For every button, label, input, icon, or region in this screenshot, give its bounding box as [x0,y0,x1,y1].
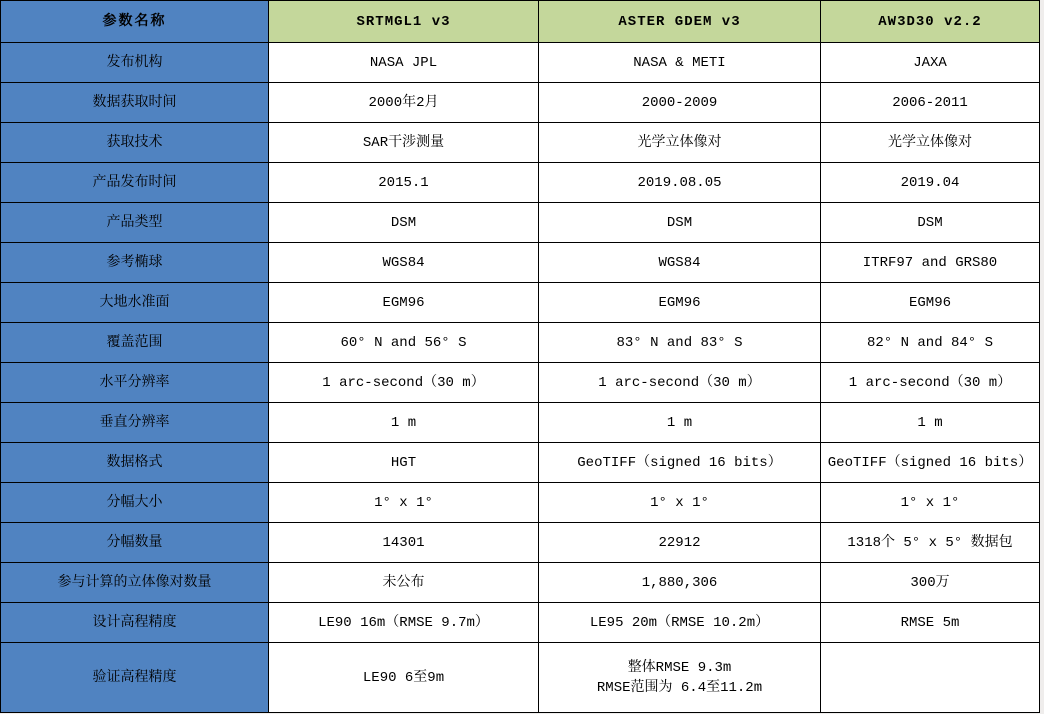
row-label: 覆盖范围 [1,323,269,363]
data-cell: 2006-2011 [821,83,1040,123]
header-col-srtmgl1: SRTMGL1 v3 [269,1,539,43]
data-cell: 整体RMSE 9.3m RMSE范围为 6.4至11.2m [539,643,821,713]
data-cell: 1 m [539,403,821,443]
table-row [1,163,1040,203]
data-cell: JAXA [821,43,1040,83]
table-row [1,603,1040,643]
data-cell: 2000年2月 [269,83,539,123]
data-cell: 82° N and 84° S [821,323,1040,363]
table-row [1,363,1040,403]
data-cell: 未公布 [269,563,539,603]
data-cell: NASA JPL [269,43,539,83]
row-label: 验证高程精度 [1,643,269,713]
data-cell: NASA & METI [539,43,821,83]
data-cell: 22912 [539,523,821,563]
data-cell: LE90 16m（RMSE 9.7m） [269,603,539,643]
row-label: 垂直分辨率 [1,403,269,443]
data-cell: WGS84 [539,243,821,283]
table-row [1,443,1040,483]
data-cell [821,643,1040,713]
table-row [1,43,1040,83]
table-row [1,403,1040,443]
data-cell: DSM [821,203,1040,243]
data-cell: 2019.04 [821,163,1040,203]
table-row [1,323,1040,363]
data-cell: 300万 [821,563,1040,603]
data-cell: SAR干涉测量 [269,123,539,163]
data-cell: DSM [539,203,821,243]
data-cell: 1° x 1° [539,483,821,523]
row-label: 数据获取时间 [1,83,269,123]
row-label: 水平分辨率 [1,363,269,403]
header-row [1,1,1040,43]
data-cell: 光学立体像对 [539,123,821,163]
row-label: 获取技术 [1,123,269,163]
data-cell: 2015.1 [269,163,539,203]
data-cell: WGS84 [269,243,539,283]
data-cell: 60° N and 56° S [269,323,539,363]
data-cell: 1318个 5° x 5° 数据包 [821,523,1040,563]
table-row [1,243,1040,283]
table-body [1,43,1040,713]
data-cell: 1 arc-second（30 m） [269,363,539,403]
row-label: 分幅大小 [1,483,269,523]
table-header [1,1,1040,43]
row-label: 参考椭球 [1,243,269,283]
data-cell: LE90 6至9m [269,643,539,713]
data-cell: 1 arc-second（30 m） [539,363,821,403]
data-cell: 1° x 1° [269,483,539,523]
table-row [1,563,1040,603]
row-label: 分幅数量 [1,523,269,563]
data-cell: 2000-2009 [539,83,821,123]
data-cell: ITRF97 and GRS80 [821,243,1040,283]
table-row [1,83,1040,123]
data-cell: EGM96 [539,283,821,323]
data-cell: 14301 [269,523,539,563]
data-cell: 1° x 1° [821,483,1040,523]
table-row [1,483,1040,523]
table-row [1,523,1040,563]
data-cell: 2019.08.05 [539,163,821,203]
data-cell: 83° N and 83° S [539,323,821,363]
row-label: 参与计算的立体像对数量 [1,563,269,603]
data-cell: GeoTIFF（signed 16 bits） [539,443,821,483]
data-cell: GeoTIFF（signed 16 bits） [821,443,1040,483]
data-cell: 1 m [269,403,539,443]
data-cell: EGM96 [821,283,1040,323]
row-label: 产品类型 [1,203,269,243]
header-col-aw3d30: AW3D30 v2.2 [821,1,1040,43]
data-cell: 1,880,306 [539,563,821,603]
header-col-aster-gdem: ASTER GDEM v3 [539,1,821,43]
header-param-name: 参数名称 [1,1,269,43]
row-label: 数据格式 [1,443,269,483]
data-cell: 1 m [821,403,1040,443]
table-row [1,643,1040,713]
data-cell: 光学立体像对 [821,123,1040,163]
row-label: 大地水准面 [1,283,269,323]
data-cell: 1 arc-second（30 m） [821,363,1040,403]
data-cell: LE95 20m（RMSE 10.2m） [539,603,821,643]
data-cell: EGM96 [269,283,539,323]
data-cell: HGT [269,443,539,483]
table-row [1,203,1040,243]
table-row [1,283,1040,323]
table-row [1,123,1040,163]
row-label: 设计高程精度 [1,603,269,643]
data-cell: DSM [269,203,539,243]
row-label: 发布机构 [1,43,269,83]
data-cell: RMSE 5m [821,603,1040,643]
row-label: 产品发布时间 [1,163,269,203]
